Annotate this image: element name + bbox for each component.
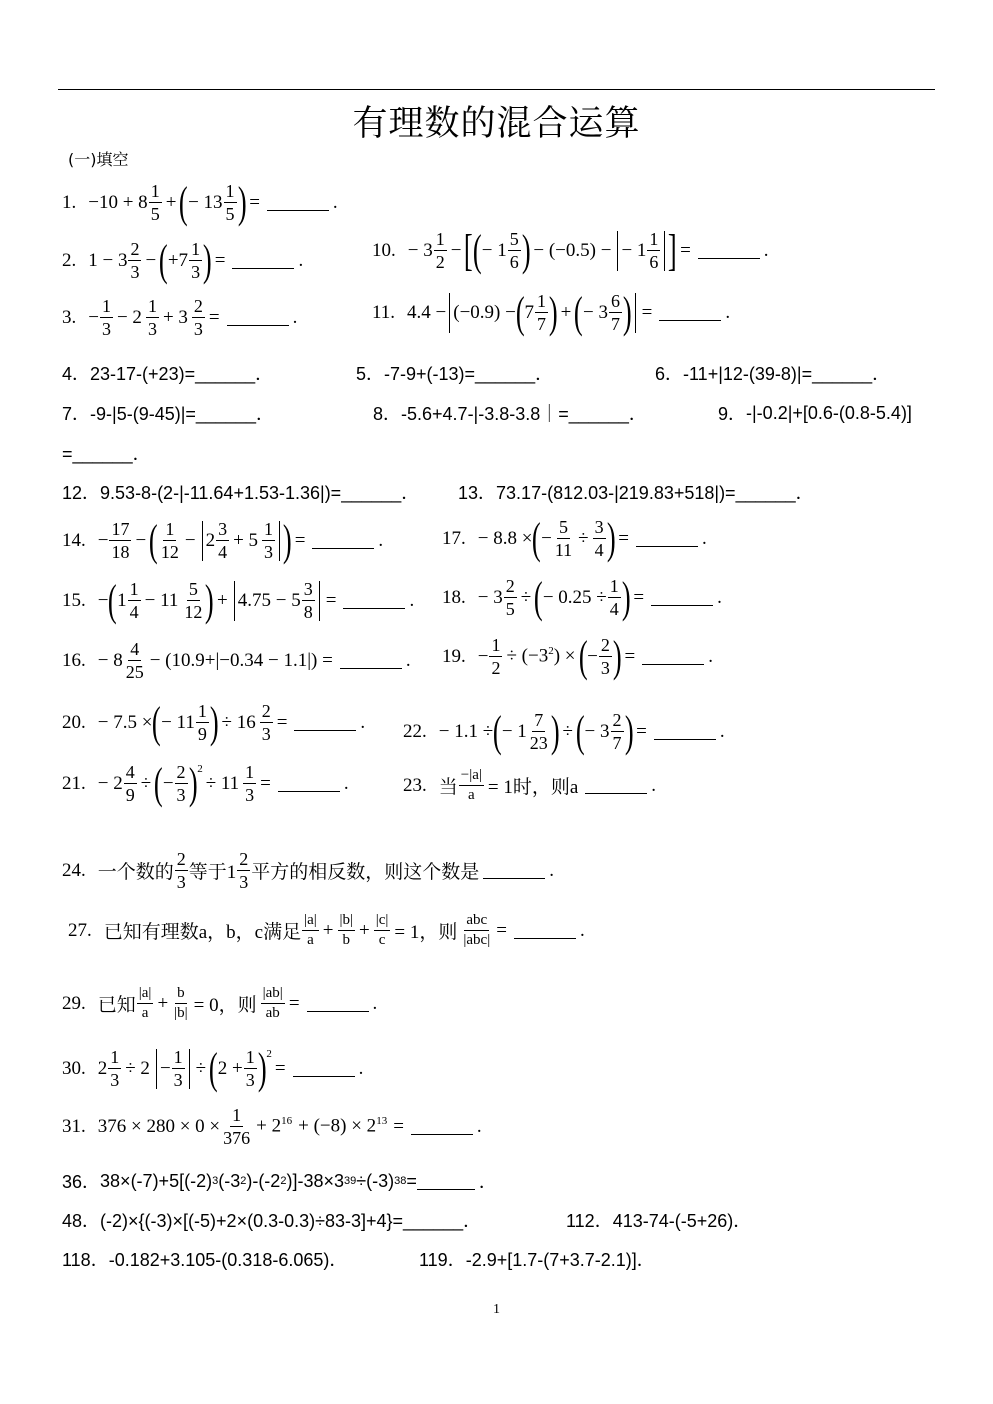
answer-blank[interactable] — [659, 304, 721, 321]
question-18: 18. − 3 $\frac{2}{5}$ ÷ ( − 0.25 ÷ $\frac{1}{4}$ ) = . — [442, 572, 722, 622]
question-19: 19. − $\frac{1}{2}$ ÷ $(-3^2)$ × ( − $\frac{2}{3}$ ) = . — [442, 631, 713, 681]
question-1: 1. −10 + 8 $\frac{1}{5}$ + ( − 13 $\frac{1}{5}$ ) = . — [62, 177, 338, 227]
answer-blank[interactable] — [411, 1118, 473, 1135]
answer-blank[interactable] — [514, 922, 576, 939]
question-118: 118． -0.182+3.105-(0.318-6.065)． — [62, 1250, 348, 1270]
question-2: 2. 1 − 3 $\frac{2}{3}$ − ( +7 $\frac{1}{3}$ ) = . — [62, 235, 304, 285]
question-15: 15. − ( 1 $\frac{1}{4}$ − 11 $\frac{5}{12}$ ) + 4.75 − 5 $\frac{3}{8}$ = . — [62, 575, 415, 625]
answer-blank[interactable] — [651, 589, 713, 606]
question-3: 3. − $\frac{1}{3}$ − 2 $\frac{1}{3}$ + 3 $\frac{2}{3}$ = . — [62, 296, 298, 339]
question-36: 36． 38×(-7)+5[(-2) 3 (-3 2 )-(-2 2 )]-38×3 39 ÷(-3) 38 = ． — [62, 1170, 497, 1192]
answer-blank[interactable] — [312, 532, 374, 549]
answer-blank[interactable] — [483, 862, 545, 879]
question-11: 11. 4.4 − (−0.9) − ( 7 $\frac{1}{7}$ ) + ( − 3 $\frac{6}{7}$ ) = . — [372, 287, 731, 337]
question-12: 12． 9.53-8-(2-|-11.64+1.53-1.36|)=______． — [62, 483, 420, 503]
question-48: 48． (-2)×{(-3)×[(-5)+2×(0.3-0.3)÷83-3]+4}=______． — [62, 1211, 482, 1231]
question-24: 24. 一个数的 $\frac{2}{3}$ 等于1 $\frac{2}{3}$ 平方的相反数，则这个数是 . — [62, 849, 555, 892]
question-20: 20. − 7.5 × ( − 11 $\frac{1}{9}$ ) ÷ 16 $\frac{2}{3}$ = . — [62, 697, 366, 747]
answer-blank[interactable] — [293, 1060, 355, 1077]
question-7: 7． -9-|5-(9-45)|=______． — [62, 404, 274, 424]
question-29: 29. 已知 $\frac{|a|}{a}$ + $\frac{b}{|b|}$ = 0，则 $\frac{|ab|}{ab}$ = . — [62, 985, 378, 1021]
answer-blank[interactable] — [340, 652, 402, 669]
question-8: 8． -5.6+4.7-|-3.8-3.8｜=______． — [373, 404, 647, 424]
question-4: 4． 23-17-(+23)=______． — [62, 364, 274, 384]
question-10: 10. − 3 $\frac{1}{2}$ − [ ( − 1 $\frac{5}{6}$ ) − (−0.5) − − 1 $\frac{1}{6}$ ] = . — [372, 225, 769, 275]
answer-blank[interactable] — [307, 995, 369, 1012]
question-17: 17. − 8.8 × ( − $\frac{5}{11}$ ÷ $\frac{3}{4}$ ) = . — [442, 513, 707, 563]
question-13: 13． 73.17-(812.03-|219.83+518|)=______． — [458, 483, 814, 503]
answer-blank[interactable] — [636, 530, 698, 547]
question-14: 14. − $\frac{17}{18}$ − ( $\frac{1}{12}$ − 2 $\frac{3}{4}$ + 5 $\frac{1}{3}$ ) = . — [62, 515, 384, 565]
question-112: 112． 413-74-(-5+26)． — [566, 1211, 752, 1231]
answer-blank[interactable] — [278, 775, 340, 792]
answer-blank[interactable] — [343, 592, 405, 609]
question-23: 23. 当 $\frac{-|a|}{a}$ = 1时，则a . — [403, 767, 657, 803]
header-rule — [58, 89, 935, 90]
answer-blank[interactable] — [294, 714, 356, 731]
answer-blank[interactable] — [227, 309, 289, 326]
question-21: 21. − 2 $\frac{4}{9}$ ÷ ( − $\frac{2}{3}$ ) $^2$ ÷ 11 $\frac{1}{3}$ = . — [62, 758, 349, 808]
question-6: 6． -11+|12-(39-8)|=______． — [655, 364, 891, 384]
answer-blank[interactable] — [232, 252, 294, 269]
page-title: 有理数的混合运算 — [352, 104, 641, 144]
question-22: 22. − 1.1 ÷ ( − 1 $\frac{7}{23}$ ) ÷ ( − 3 $\frac{2}{7}$ ) = . — [403, 706, 725, 756]
answer-blank[interactable] — [698, 242, 760, 259]
answer-blank[interactable] — [267, 194, 329, 211]
page-number: 1 — [493, 1302, 500, 1317]
answer-blank[interactable] — [654, 723, 716, 740]
answer-blank[interactable] — [417, 1173, 475, 1190]
question-9: 9． -|-0.2|+[0.6-(0.8-5.4)] — [718, 402, 912, 424]
question-30: 30. 2 $\frac{1}{3}$ ÷ 2 − $\frac{1}{3}$ ÷ ( 2 + $\frac{1}{3}$ ) $^2$ = . — [62, 1043, 364, 1093]
question-9-continuation: =______． — [62, 444, 151, 464]
question-16: 16. − 8 $\frac{4}{25}$ − (10.9+|−0.34 − 1.1|) = . — [62, 639, 411, 682]
question-27: 27. 已知有理数a，b，c满足 $\frac{|a|}{a}$ + $\frac{|b|}{b}$ + $\frac{|c|}{c}$ = 1，则 $\frac{\text{abc}}{\text{|abc|}}$ = . — [68, 912, 585, 948]
answer-blank[interactable] — [642, 648, 704, 665]
answer-blank[interactable] — [585, 777, 647, 794]
question-119: 119． -2.9+[1.7-(7+3.7-2.1)]． — [419, 1250, 655, 1270]
question-31: 31. 376 × 280 × 0 × $\frac{1}{376}$ + $2^{16}$ + $(-8) \times 2^{13}$ = . — [62, 1105, 482, 1148]
section-heading: (一)填空 — [68, 150, 129, 169]
question-5: 5． -7-9+(-13)=______． — [356, 364, 554, 384]
